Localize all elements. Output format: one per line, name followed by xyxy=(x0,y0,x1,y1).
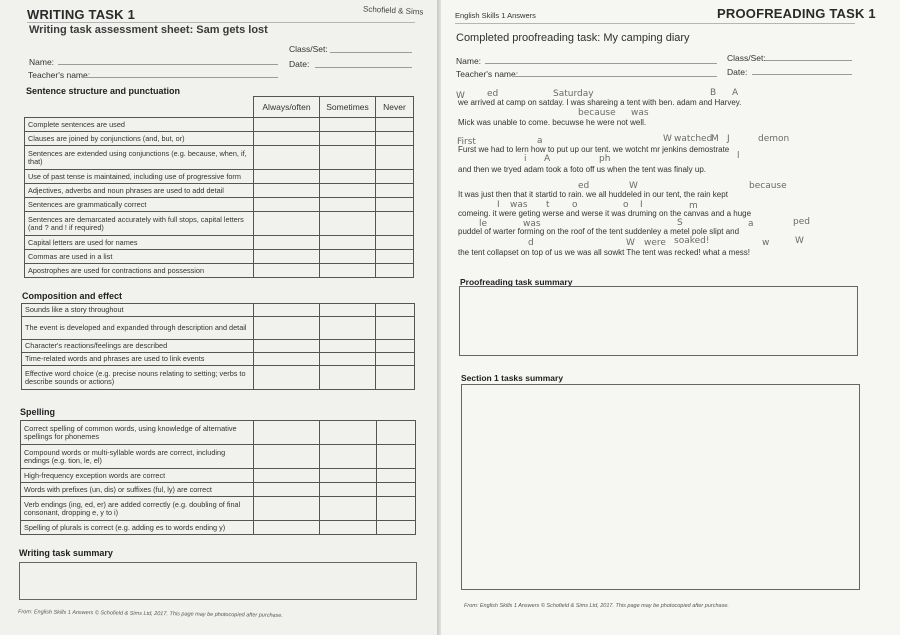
correction: demon xyxy=(758,134,790,144)
correction: were xyxy=(644,238,666,248)
right-header-rule xyxy=(455,23,855,24)
right-footer: From: English Skills 1 Answers © Schofield & Sims Ltd, 2017. This page may be photocopied after purchase. xyxy=(464,603,729,609)
correction: ed xyxy=(487,89,499,99)
correction: A xyxy=(544,154,551,164)
right-date-field[interactable] xyxy=(752,74,852,75)
check-cell[interactable] xyxy=(376,236,414,250)
col-sometimes: Sometimes xyxy=(320,97,376,118)
check-cell[interactable] xyxy=(254,366,320,390)
check-cell[interactable] xyxy=(254,184,320,198)
correction: ped xyxy=(793,217,810,227)
correction: soaked! xyxy=(674,236,710,246)
right-class-field[interactable] xyxy=(765,60,852,61)
criterion: Use of past tense is maintained, including use of progressive form xyxy=(25,170,254,184)
correction: because xyxy=(578,108,616,118)
sheet-title: Writing task assessment sheet: Sam gets lost xyxy=(29,24,268,36)
diary-line: and then we tryed adam took a foto off us when the tent was finaly up. xyxy=(458,165,707,174)
col-never: Never xyxy=(376,97,414,118)
publisher-note: Schofield & Sims xyxy=(362,4,424,17)
check-cell[interactable] xyxy=(320,317,376,340)
proofreading-task-title: PROOFREADING TASK 1 xyxy=(717,6,876,21)
writing-summary-heading: Writing task summary xyxy=(19,548,113,558)
check-cell[interactable] xyxy=(254,469,320,483)
check-cell[interactable] xyxy=(320,304,376,317)
correction: J xyxy=(727,134,730,144)
correction: M xyxy=(711,134,719,144)
diary-line: puddel of warter forming on the roof of the tent suddenley a metel pole slipt and xyxy=(458,227,740,236)
check-cell[interactable] xyxy=(320,118,376,132)
check-cell[interactable] xyxy=(376,264,414,278)
proofreading-subtitle: Completed proofreading task: My camping diary xyxy=(456,32,690,44)
criterion: Sentences are grammatically correct xyxy=(25,198,254,212)
correction: because xyxy=(749,181,787,191)
check-cell[interactable] xyxy=(320,353,376,366)
check-cell[interactable] xyxy=(376,132,414,146)
correction: was xyxy=(631,108,649,118)
check-cell[interactable] xyxy=(254,264,320,278)
check-cell[interactable] xyxy=(254,132,320,146)
check-cell[interactable] xyxy=(254,304,320,317)
left-page xyxy=(0,0,440,635)
section-heading-spelling: Spelling xyxy=(20,407,56,417)
right-teacher-label: Teacher's name: xyxy=(456,69,519,79)
teacher-label: Teacher's name: xyxy=(28,70,91,80)
blank-header xyxy=(25,97,254,118)
correction: A xyxy=(732,88,739,98)
sentence-table xyxy=(24,96,414,278)
check-cell[interactable] xyxy=(254,250,320,264)
check-cell[interactable] xyxy=(254,421,320,445)
check-cell[interactable] xyxy=(376,250,414,264)
check-cell[interactable] xyxy=(320,497,377,521)
check-cell[interactable] xyxy=(320,198,376,212)
criterion: Adjectives, adverbs and noun phrases are used to add detail xyxy=(25,184,254,198)
check-cell[interactable] xyxy=(377,483,416,497)
correction: W xyxy=(629,181,638,191)
correction: I xyxy=(640,200,643,210)
correction: W xyxy=(626,238,635,248)
check-cell[interactable] xyxy=(320,521,377,535)
check-cell[interactable] xyxy=(376,340,415,353)
correction: W xyxy=(456,91,465,101)
diary-line: comeing. it were geting werse and werse it was druming on the canvas and a huge xyxy=(458,209,752,218)
composition-table xyxy=(21,303,415,390)
check-cell[interactable] xyxy=(376,366,415,390)
correction: S xyxy=(677,218,683,228)
criterion: Sentences are demarcated accurately with full stops, capital letters (and ? and ! if required) xyxy=(25,212,254,236)
name-field[interactable] xyxy=(58,64,278,65)
correction: le xyxy=(479,219,488,229)
check-cell[interactable] xyxy=(254,521,320,535)
correction: was xyxy=(510,200,528,210)
correction: First xyxy=(457,137,476,147)
section-summary-heading: Section 1 tasks summary xyxy=(461,373,564,383)
check-cell[interactable] xyxy=(254,317,320,340)
col-always: Always/often xyxy=(254,97,320,118)
check-cell[interactable] xyxy=(377,445,416,469)
criterion: Clauses are joined by conjunctions (and, but, or) xyxy=(25,132,254,146)
correction: Saturday xyxy=(553,89,594,99)
diary-line: we arrived at camp on satday. I was shareing a tent with ben. adam and Harvey. xyxy=(458,98,742,107)
check-cell[interactable] xyxy=(254,236,320,250)
check-cell[interactable] xyxy=(320,170,376,184)
check-cell[interactable] xyxy=(254,497,320,521)
right-teacher-field[interactable] xyxy=(512,76,717,77)
teacher-field[interactable] xyxy=(82,77,278,78)
check-cell[interactable] xyxy=(376,304,415,317)
check-cell[interactable] xyxy=(377,469,416,483)
criterion: Apostrophes are used for contractions and possession xyxy=(25,264,254,278)
criterion: Correct spelling of common words, using knowledge of alternative spellings for phonemes xyxy=(21,421,254,445)
check-cell[interactable] xyxy=(254,340,320,353)
correction: ph xyxy=(599,154,611,164)
check-cell[interactable] xyxy=(376,212,414,236)
check-cell[interactable] xyxy=(254,445,320,469)
section-heading-sentence: Sentence structure and punctuation xyxy=(26,86,181,96)
correction: i xyxy=(524,154,527,164)
criterion: Spelling of plurals is correct (e.g. adding es to words ending y) xyxy=(21,521,254,535)
writing-summary-box[interactable] xyxy=(19,562,417,600)
check-cell[interactable] xyxy=(377,497,416,521)
criterion: Words with prefixes (un, dis) or suffixes (ful, ly) are correct xyxy=(21,483,254,497)
correction: d xyxy=(528,238,534,248)
criterion: High-frequency exception words are correct xyxy=(21,469,254,483)
check-cell[interactable] xyxy=(254,118,320,132)
check-cell[interactable] xyxy=(320,184,376,198)
check-cell[interactable] xyxy=(320,236,376,250)
check-cell[interactable] xyxy=(376,170,414,184)
correction: a xyxy=(537,136,543,146)
right-header-left: English Skills 1 Answers xyxy=(455,11,536,20)
diary-line: It was just then that it startid to rain. we all huddeled in our tent, the rain kept xyxy=(458,190,728,199)
criterion: Compound words or multi-syllable words are correct, including endings (e.g. tion, le, el) xyxy=(21,445,254,469)
criterion: Time-related words and phrases are used to link events xyxy=(22,353,254,366)
section-summary-box[interactable] xyxy=(461,384,860,590)
correction: l xyxy=(737,151,740,161)
check-cell[interactable] xyxy=(320,483,377,497)
criterion: Commas are used in a list xyxy=(25,250,254,264)
criterion: Sounds like a story throughout xyxy=(22,304,254,317)
check-cell[interactable] xyxy=(254,353,320,366)
writing-task-title: WRITING TASK 1 xyxy=(27,7,135,22)
correction: o xyxy=(623,200,629,210)
class-label: Class/Set: xyxy=(289,44,328,54)
check-cell[interactable] xyxy=(320,445,377,469)
diary-line: Mick was unable to come. becuwse he were not well. xyxy=(458,118,647,127)
criterion: Effective word choice (e.g. precise nouns relating to setting; verbs to describe sounds or actions) xyxy=(22,366,254,390)
correction: W xyxy=(795,236,804,246)
diary-line: Furst we had to lern how to put up our tent. we wotcht mr jenkins demostrate xyxy=(458,145,730,154)
criterion: Character's reactions/feelings are described xyxy=(22,340,254,353)
criterion: The event is developed and expanded through description and detail xyxy=(22,317,254,340)
check-cell[interactable] xyxy=(320,469,377,483)
check-cell[interactable] xyxy=(376,317,415,340)
check-cell[interactable] xyxy=(320,212,376,236)
check-cell[interactable] xyxy=(320,132,376,146)
check-cell[interactable] xyxy=(320,146,376,170)
check-cell[interactable] xyxy=(377,521,416,535)
spelling-table xyxy=(20,420,416,535)
correction: w xyxy=(762,238,770,248)
correction: m xyxy=(689,201,698,211)
criterion: Capital letters are used for names xyxy=(25,236,254,250)
check-cell[interactable] xyxy=(376,118,414,132)
check-cell[interactable] xyxy=(254,146,320,170)
diary-line: the tent collapset on top of us we was all sowkt The tent was recked! what a mess! xyxy=(458,248,750,257)
criterion: Verb endings (ing, ed, er) are added correctly (e.g. doubling of final consonant, dropping e, y to i) xyxy=(21,497,254,521)
check-cell[interactable] xyxy=(376,353,415,366)
correction: watched xyxy=(674,134,713,144)
date-label: Date: xyxy=(289,59,310,69)
right-name-field[interactable] xyxy=(485,63,717,64)
check-cell[interactable] xyxy=(376,184,414,198)
correction: ed xyxy=(578,181,590,191)
section-heading-composition: Composition and effect xyxy=(22,291,123,301)
check-cell[interactable] xyxy=(320,366,376,390)
criterion: Sentences are extended using conjunctions (e.g. because, when, if, that) xyxy=(25,146,254,170)
correction: was xyxy=(523,219,541,229)
check-cell[interactable] xyxy=(376,146,414,170)
right-class-label: Class/Set: xyxy=(727,53,766,63)
correction: B xyxy=(710,88,717,98)
right-name-label: Name: xyxy=(456,56,482,66)
check-cell[interactable] xyxy=(320,340,376,353)
criterion: Complete sentences are used xyxy=(25,118,254,132)
check-cell[interactable] xyxy=(377,421,416,445)
check-cell[interactable] xyxy=(254,170,320,184)
header-rule xyxy=(27,22,415,23)
correction: o xyxy=(572,200,578,210)
check-cell[interactable] xyxy=(320,250,376,264)
check-cell[interactable] xyxy=(376,198,414,212)
correction: t xyxy=(546,200,550,210)
check-cell[interactable] xyxy=(320,264,376,278)
proofreading-summary-heading: Proofreading task summary xyxy=(460,277,573,287)
check-cell[interactable] xyxy=(254,483,320,497)
date-field[interactable] xyxy=(315,67,412,68)
check-cell[interactable] xyxy=(254,212,320,236)
left-footer: From: English Skills 1 Answers © Schofield & Sims Ltd, 2017. This page may be photocopied after purchase. xyxy=(17,609,283,619)
name-label: Name: xyxy=(29,57,55,67)
check-cell[interactable] xyxy=(254,198,320,212)
right-date-label: Date: xyxy=(727,67,748,77)
correction: W xyxy=(663,134,672,144)
proofreading-summary-box[interactable] xyxy=(459,286,858,356)
class-field[interactable] xyxy=(330,52,412,53)
check-cell[interactable] xyxy=(320,421,377,445)
correction: a xyxy=(748,219,754,229)
correction: I xyxy=(497,200,500,210)
